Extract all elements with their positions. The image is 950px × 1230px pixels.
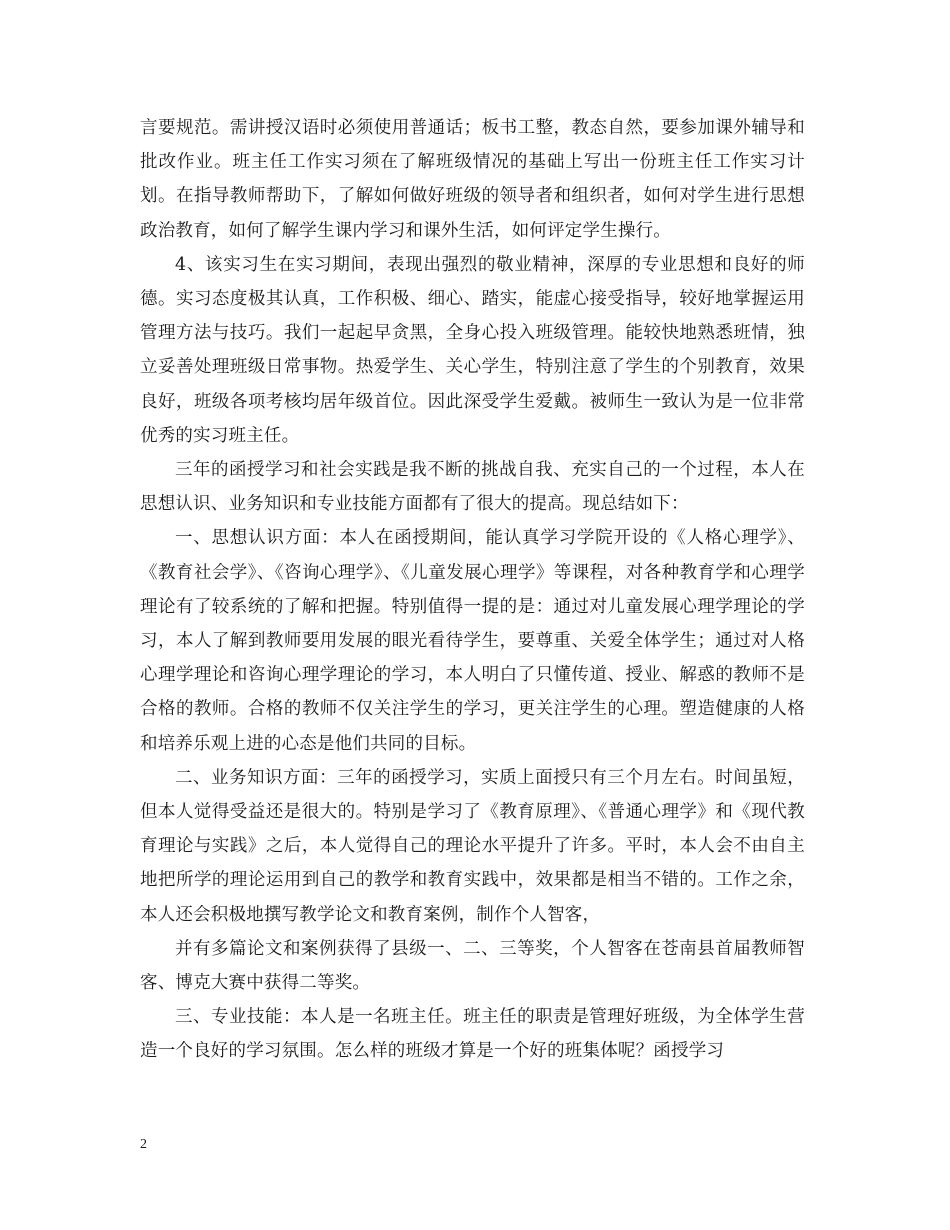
page-number: 2 [140,1137,147,1152]
paragraph-internship-requirements: 言要规范。需讲授汉语时必须使用普通话；板书工整，教态自然，要参加课外辅导和批改作业。班主任工作实习须在了解班级情况的基础上写出一份班主任工作实习计划。在指导教师帮助下，了解如何做好班级的领导者和组织者，如何对学生进行思想政治教育，如何了解学生课内学习和课外生活，如何评定学生操行。 [140,118,805,241]
paragraph-awards: 并有多篇论文和案例获得了县级一、二、三等奖，个人智客在苍南县首届教师智客、博克大赛中获得二等奖。 [140,938,805,994]
paragraph-intern-evaluation: 4、该实习生在实习期间，表现出强烈的敬业精神，深厚的专业思想和良好的师德。实习态度极其认真，工作积极、细心、踏实，能虚心接受指导，较好地掌握运用管理方法与技巧。我们一起起早贪黑，全身心投入班级管理。能较快地熟悉班情，独立妥善处理班级日常事物。热爱学生、关心学生，特别注意了学生的个别教育，效果良好，班级各项考核均居年级首位。因此深受学生爱戴。被师生一致认为是一位非常优秀的实习班主任。 [140,254,805,446]
paragraph-professional-knowledge: 二、业务知识方面：三年的函授学习，实质上面授只有三个月左右。时间虽短，但本人觉得受益还是很大的。特别是学习了《教育原理》、《普通心理学》和《现代教育理论与实践》之后，本人觉得自己的理论水平提升了许多。平时，本人会不由自主地把所学的理论运用到自己的教学和教育实践中，效果都是相当不错的。工作之余，本人还会积极地撰写教学论文和教育案例，制作个人智客， [140,767,805,925]
document-body [140,111,805,1069]
paragraph-ideological-understanding: 一、思想认识方面：本人在函授期间，能认真学习学院开设的《人格心理学》、《教育社会学》、《咨询心理学》、《儿童发展心理学》等课程，对各种教育学和心理学理论有了较系统的了解和把握。特别值得一提的是：通过对儿童发展心理学理论的学习，本人了解到教师要用发展的眼光看待学生，要尊重、关爱全体学生；通过对人格心理学理论和咨询心理学理论的学习，本人明白了只懂传道、授业、解惑的教师不是合格的教师。合格的教师不仅关注学生的学习，更关注学生的心理。塑造健康的人格和培养乐观上进的心态是他们共同的目标。 [140,528,806,754]
paragraph-summary-intro: 三年的函授学习和社会实践是我不断的挑战自我、充实自己的一个过程，本人在思想认识、业务知识和专业技能方面都有了很大的提高。现总结如下： [140,460,805,515]
paragraph-professional-skills: 三、专业技能：本人是一名班主任。班主任的职责是管理好班级，为全体学生营造一个良好的学习氛围。怎么样的班级才算是一个好的班集体呢？函授学习 [140,1007,805,1062]
